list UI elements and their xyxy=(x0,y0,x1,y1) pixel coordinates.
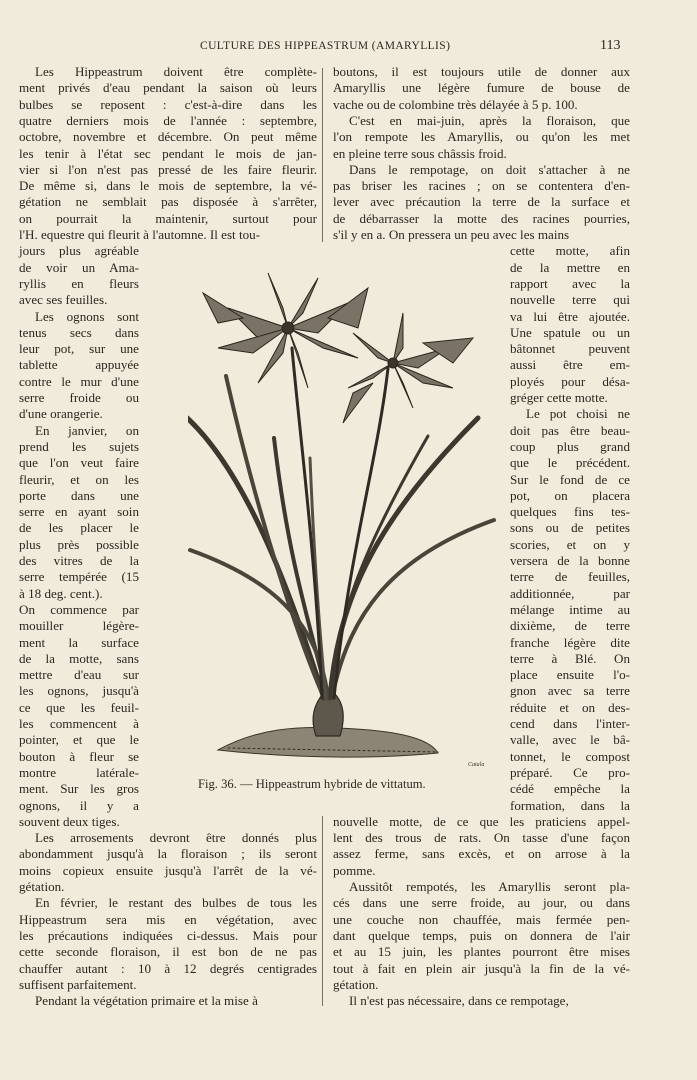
right-column-line: additionnée, par xyxy=(510,585,630,601)
right-column-line: gnon avec sa terre xyxy=(510,683,630,699)
right-column-line: de débarrasser la motte des racines pourries, xyxy=(333,210,630,226)
right-column-line: cédé empêche la xyxy=(510,781,630,797)
left-column-line: l'H. equestre qui fleurit à l'automne. Il est tou- xyxy=(19,227,261,242)
page-number: 113 xyxy=(600,38,621,53)
left-column-line: ment privés d'eau pendant la saison où leurs xyxy=(19,80,317,96)
right-column-line: Une spatule ou un xyxy=(510,324,630,340)
right-column-line: Aussitôt rempotés, les Amaryllis seront pla- xyxy=(349,879,630,894)
left-column-line: serre en ayant soin xyxy=(19,504,139,520)
left-column-line: Les ognons sont xyxy=(35,308,139,324)
right-column-line: rapport avec la xyxy=(510,275,630,291)
left-column-line: montre latérale- xyxy=(19,764,139,780)
right-column-line: pot, on placera xyxy=(510,487,630,503)
right-column-line: mélange intime au xyxy=(510,601,630,617)
right-column-line: une couche non chauffée, mais fermée pen- xyxy=(333,911,630,927)
right-column-line: quelques fins tes- xyxy=(510,504,630,520)
right-column-line: va lui être ajoutée. xyxy=(510,308,630,324)
left-column-line: gétation ne semblait pas disposée à s'arrêter, xyxy=(19,194,317,210)
figure-caption: Fig. 36. — Hippeastrum hybride de vittatum. xyxy=(198,777,426,791)
left-column-line: moins copieux ensuite jusqu'à l'arrêt de la vé- xyxy=(19,862,317,878)
left-column-line: tablette appuyée xyxy=(19,357,139,373)
left-column-line: de les placer le xyxy=(19,520,139,536)
right-column-line: s'il y en a. On pressera un peu avec les mains xyxy=(333,227,570,242)
right-column-line: vache ou de colombine très délayée à 5 p. 100. xyxy=(333,96,578,112)
left-column-line: fleurir, et on les xyxy=(19,471,139,487)
left-column-line: suffisent parfaitement. xyxy=(19,976,137,992)
left-column-line: serre froide ou xyxy=(19,390,139,405)
hippeastrum-illustration xyxy=(188,258,496,776)
left-column-line: tenus secs dans xyxy=(19,324,139,340)
right-column-line: l'on rempote les Amaryllis, ou qu'on les met xyxy=(333,129,630,145)
right-column-line: Sur le fond de ce xyxy=(510,471,630,487)
right-column-line: formation, dans la xyxy=(510,797,630,813)
running-title: CULTURE DES HIPPEASTRUM (AMARYLLIS) xyxy=(200,40,451,52)
right-column-line: nouvelle terre qui xyxy=(510,292,630,308)
left-column-line: Hippeastrum sera mis en végétation, avec xyxy=(19,911,317,927)
left-column-line: ment la surface xyxy=(19,634,139,650)
engraver-signature: Catala xyxy=(468,762,485,768)
right-column-line: préparé. Ce pro- xyxy=(510,764,630,780)
column-divider-lower xyxy=(322,816,323,1006)
right-column-line: dant quelque temps, puis on donnera de l'air xyxy=(333,927,630,943)
left-column-line: les ognons, jusqu'à xyxy=(19,683,139,699)
left-column-line: serre tempérée (15 xyxy=(19,569,139,585)
left-column-line: de voir un Ama- xyxy=(19,259,139,275)
right-column-line: nouvelle motte, de ce que les praticiens appel- xyxy=(333,813,630,829)
left-column-line: souvent deux tiges. xyxy=(19,813,120,829)
right-column-line: pas briser les racines ; on se contentera d'en- xyxy=(333,178,630,194)
left-column-line: abondamment jusqu'à la floraison ; ils seront xyxy=(19,846,317,862)
left-column-line: octobre, novembre et décembre. On peut même xyxy=(19,129,317,145)
right-column-line: lent des trous de rats. On tasse d'une façon xyxy=(333,830,630,846)
left-column-line: les commencent à xyxy=(19,716,139,731)
right-column-line: assez ferme, sans excès, et on arrose à la xyxy=(333,846,630,862)
left-column-line: contre le mur d'une xyxy=(19,373,139,389)
right-column-line: Il n'est pas nécessaire, dans ce rempotage, xyxy=(349,993,569,1009)
left-column-line: des vitres de la xyxy=(19,553,139,568)
left-column-line: En février, le restant des bulbes de tous les xyxy=(35,895,317,911)
left-column-line: prend les sujets xyxy=(19,438,139,454)
left-column-line: ce que les feuil- xyxy=(19,699,139,715)
right-column-line: bâtonnet peuvent xyxy=(510,341,630,357)
left-column-line: mettre d'eau sur xyxy=(19,667,139,683)
left-column-line: quatre derniers mois de l'année : septembre, xyxy=(19,112,317,128)
left-column-line: chauffer autant : 10 à 12 degrés centigrades xyxy=(19,960,317,976)
left-column-line: gétation. xyxy=(19,879,65,894)
right-column-line: ployés pour désa- xyxy=(510,373,630,389)
left-column-line: leur pot, sur une xyxy=(19,341,139,357)
right-column-line: cés dans une serre froide, au jour, ou dans xyxy=(333,895,630,911)
left-column-line: ment. Sur les gros xyxy=(19,781,139,797)
right-column-line: C'est en mai-juin, après la floraison, que xyxy=(349,112,630,128)
right-column-line: Amaryllis une légère fumure de bouse de xyxy=(333,80,630,96)
left-column-line: Les arrosements devront être donnés plus xyxy=(35,830,317,846)
right-column-line: cette motte, afin xyxy=(510,243,630,259)
right-column-line: place ensuite l'o- xyxy=(510,667,630,683)
right-column-line: coup plus grand xyxy=(510,438,630,454)
left-column-line: Les Hippeastrum doivent être complète- xyxy=(35,64,317,79)
right-column-line: doit pas être beau- xyxy=(510,422,630,438)
left-column-line: que l'on veut faire xyxy=(19,455,139,471)
right-column-line: Dans le rempotage, on doit s'attacher à ne xyxy=(349,161,630,177)
left-column-line: vier si l'on n'est pas pressé de les faire fleurir. xyxy=(19,161,317,177)
right-column-line: dixième, de terre xyxy=(510,618,630,634)
left-column-line: ryllis en fleurs xyxy=(19,275,139,291)
right-column-line: valle, avec le bâ- xyxy=(510,732,630,748)
right-column-line: tonnet, le compost xyxy=(510,748,630,764)
right-column-line: que le précédent. xyxy=(510,455,630,471)
right-column-line: de la mettre en xyxy=(510,259,630,275)
left-column-line: avec ses feuilles. xyxy=(19,292,108,308)
right-column-line: et au 15 juin, les plantes pourront être mises xyxy=(333,944,630,960)
right-column-line: franche légère dite xyxy=(510,634,630,650)
left-column-line: les tenir à l'état sec pendant le mois de jan- xyxy=(19,145,317,161)
right-column-line: lever avec précaution la terre de la surface et xyxy=(333,194,630,210)
left-column-line: plus près possible xyxy=(19,536,139,552)
left-column-line: porte dans une xyxy=(19,487,139,503)
right-column-line: aussi être em- xyxy=(510,357,630,373)
left-column-line: mouiller légère- xyxy=(19,618,139,634)
left-column-line: jours plus agréable xyxy=(19,243,139,259)
column-divider xyxy=(322,68,323,242)
right-column-line: scories, et on y xyxy=(510,536,630,552)
right-column-line: Le pot choisi ne xyxy=(526,406,630,422)
right-column-line: tout à fait en plein air jusqu'à la fin de la vé- xyxy=(333,960,630,976)
left-column-line: En janvier, on xyxy=(35,422,139,438)
left-column-line: ognons, il y a xyxy=(19,797,139,813)
left-column-line: les précautions indiquées ci-dessus. Mais pour xyxy=(19,927,317,943)
left-column-line: bulbes se reposent : c'est-à-dire dans les xyxy=(19,96,317,112)
right-column-line: cend dans l'inter- xyxy=(510,716,630,731)
left-column-line: On commence par xyxy=(19,601,139,617)
right-column-line: boutons, il est toujours utile de donner aux xyxy=(333,64,630,79)
right-column-line: versera de la bonne xyxy=(510,553,630,568)
right-column-line: terre de feuilles, xyxy=(510,569,630,585)
left-column-line: Pendant la végétation primaire et la mise à xyxy=(35,993,258,1009)
left-column-line: pointer, et que le xyxy=(19,732,139,748)
right-column-line: sons ou de petites xyxy=(510,520,630,536)
left-column-line: de la motte, sans xyxy=(19,650,139,666)
right-column-line: pomme. xyxy=(333,862,376,878)
left-column-line: on pourrait la maintenir, surtout pour xyxy=(19,210,317,226)
right-column-line: gréger cette motte. xyxy=(510,390,608,405)
left-column-line: à 18 deg. cent.). xyxy=(19,585,103,601)
right-column-line: en pleine terre sous châssis froid. xyxy=(333,145,507,161)
right-column-line: réduite et on des- xyxy=(510,699,630,715)
right-column-line: gétation. xyxy=(333,976,379,992)
right-column-line: terre à Blé. On xyxy=(510,650,630,666)
left-column-line: d'une orangerie. xyxy=(19,406,103,422)
left-column-line: bouton à fleur se xyxy=(19,748,139,764)
left-column-line: cette seconde floraison, il est bon de ne pas xyxy=(19,944,317,960)
left-column-line: De même si, dans le mois de septembre, la vé- xyxy=(19,178,317,194)
